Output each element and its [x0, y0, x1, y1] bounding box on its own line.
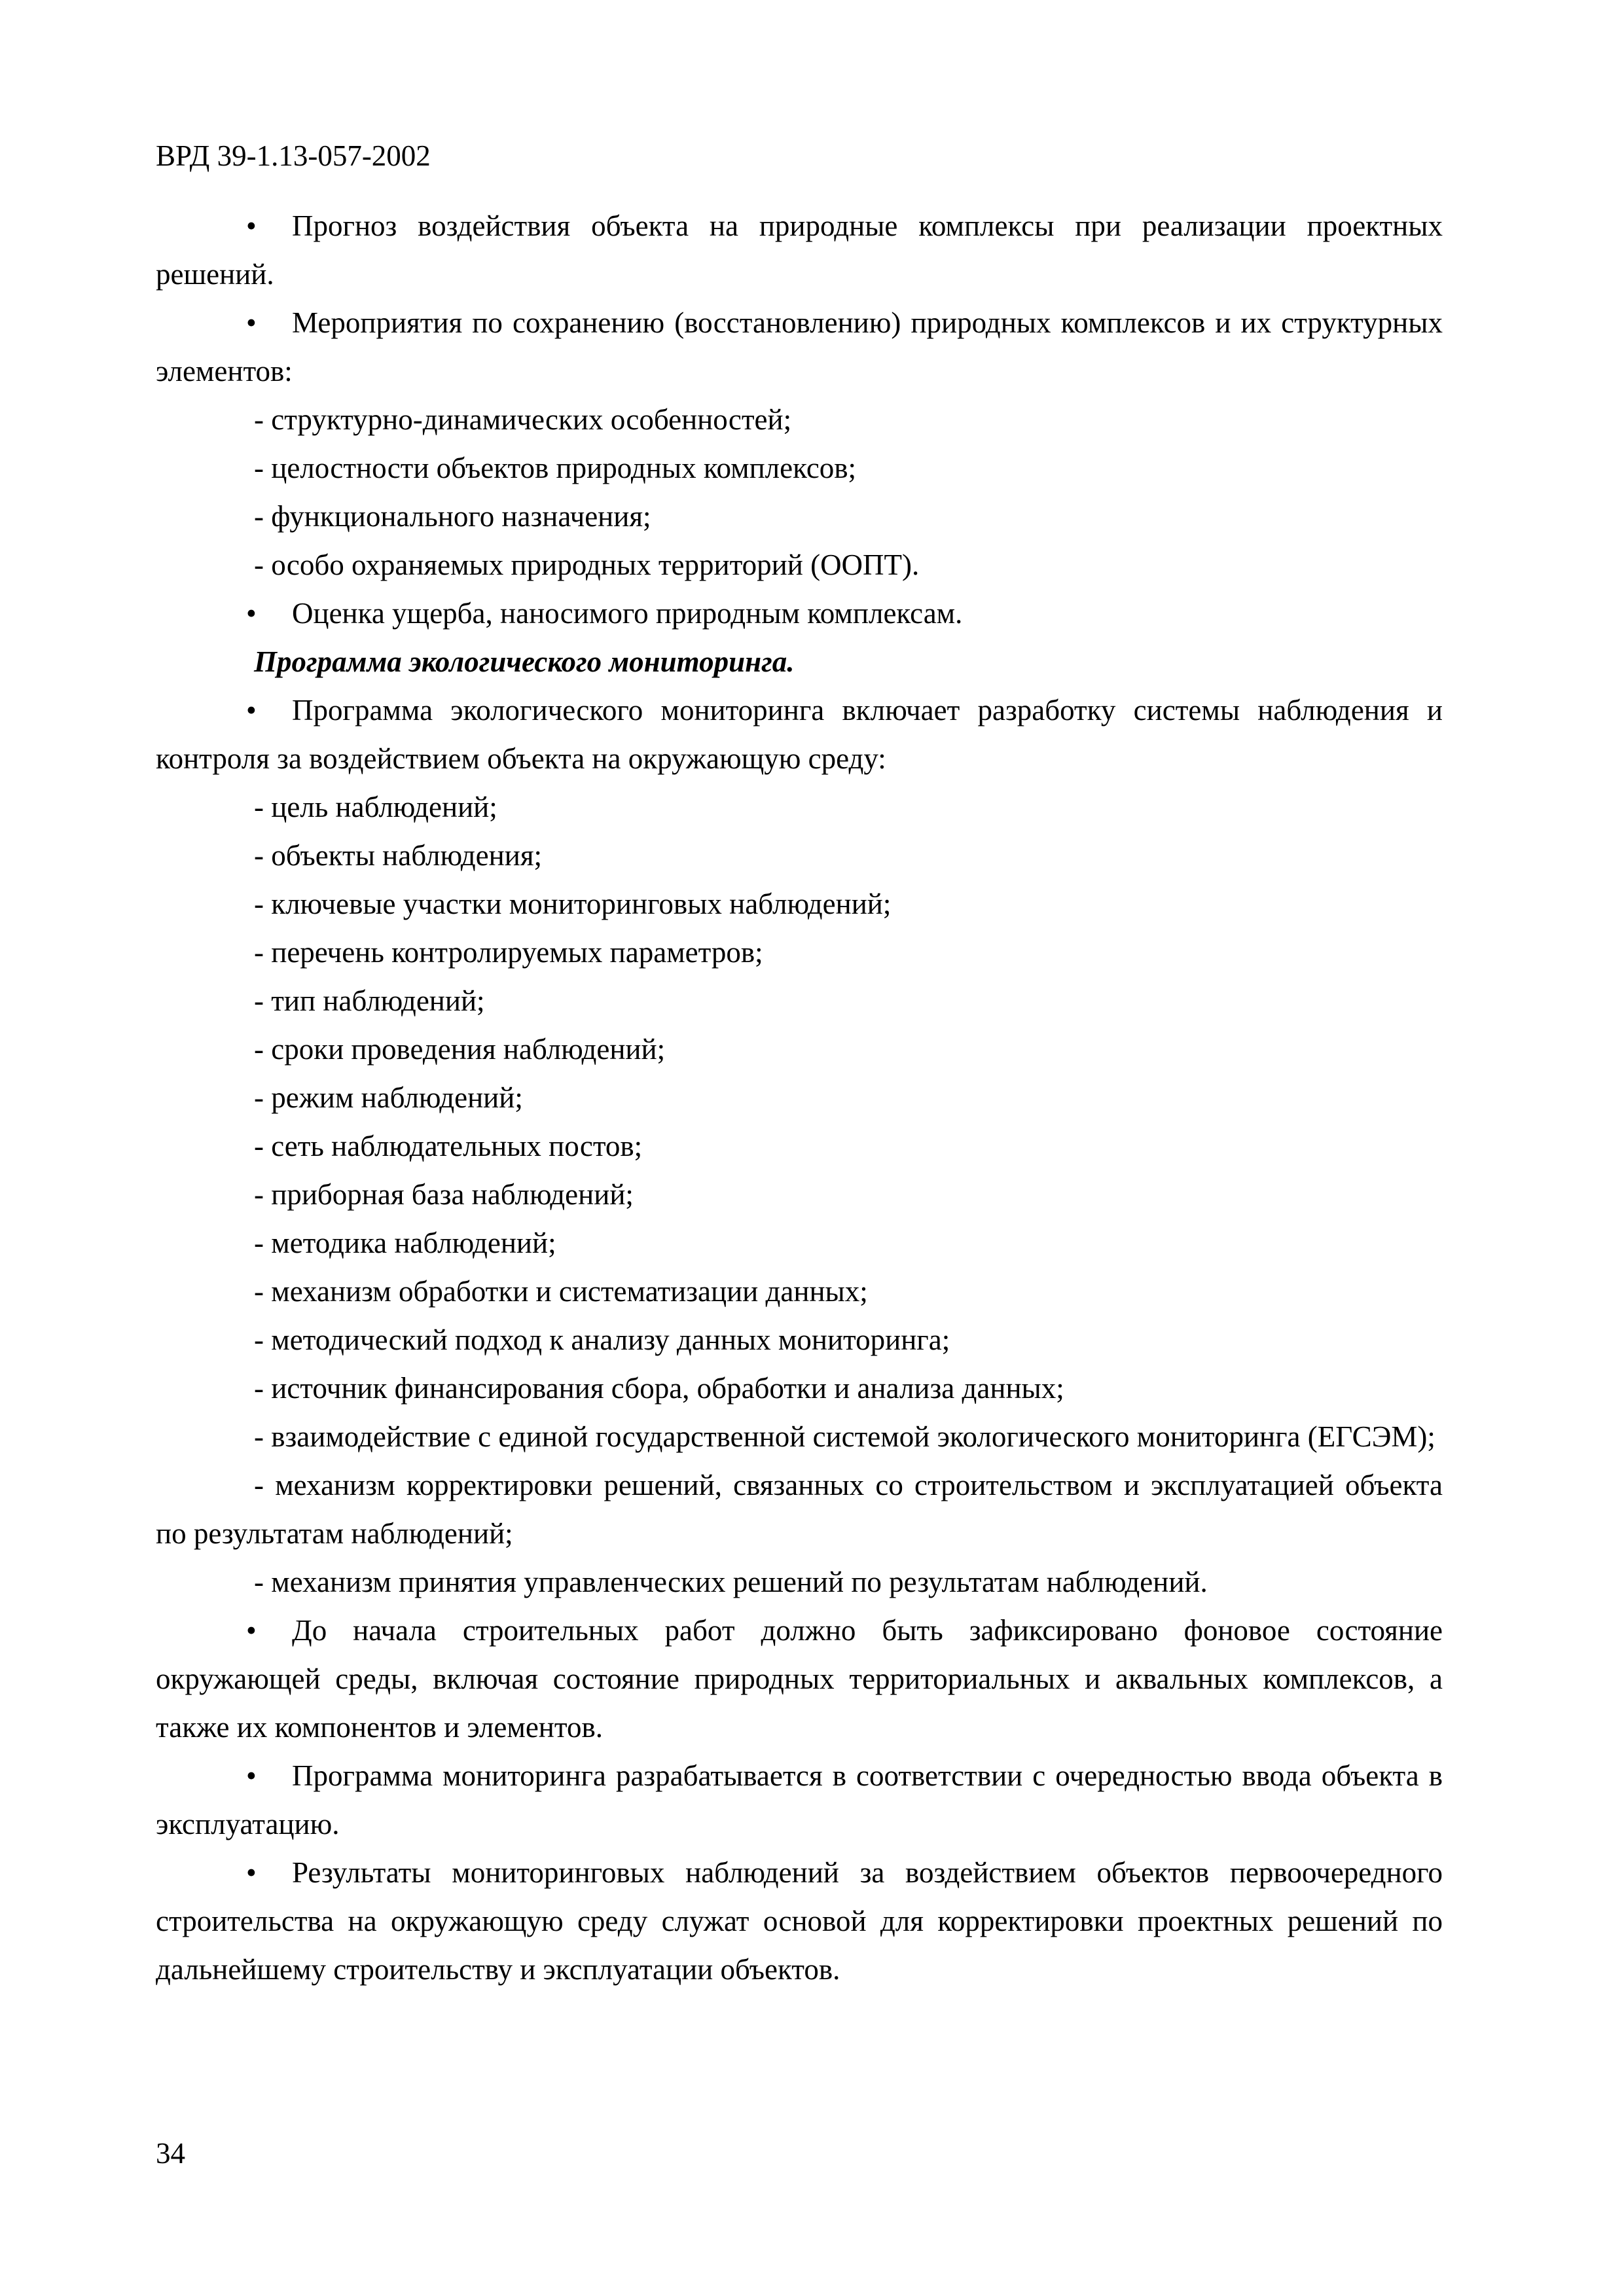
- list-item: - перечень контролируемых параметров;: [254, 936, 763, 969]
- document-code-header: ВРД 39-1.13-057-2002: [156, 139, 431, 172]
- list-item: - сроки проведения наблюдений;: [254, 1033, 666, 1066]
- list-item: - сеть наблюдательных постов;: [254, 1130, 643, 1162]
- list-item: - приборная база наблюдений;: [254, 1178, 634, 1211]
- bullet-paragraph-damage: [156, 589, 1443, 637]
- bullet-text: Прогноз воздействия объекта на природные комплексы при реализации проектных решений.: [156, 209, 1443, 291]
- bullet-text: Результаты мониторинговых наблюдений за воздействием объектов первоочередного строительства на окружающую среду служат основой для корректировки проектных решений по дальнейшему строительству и эксплуатации объектов.: [156, 1856, 1443, 1986]
- list-item: - механизм принятия управленческих решений по результатам наблюдений.: [254, 1566, 1208, 1598]
- bullet-icon: •: [246, 1614, 257, 1647]
- bullet-paragraph-sequence: [156, 1751, 1443, 1848]
- list-item: - структурно-динамических особенностей;: [254, 403, 792, 436]
- bullet-text: Программа мониторинга разрабатывается в соответствии с очередностью ввода объекта в эксплуатацию.: [156, 1759, 1443, 1840]
- list-item: - методика наблюдений;: [254, 1227, 556, 1259]
- bullet-paragraph-program: [156, 686, 1443, 783]
- list-item: - целостности объектов природных комплексов;: [254, 452, 857, 484]
- list-item: - особо охраняемых природных территорий (ООПТ).: [254, 548, 920, 581]
- bullet-paragraph-forecast: [156, 202, 1443, 298]
- bullet-paragraph-measures: [156, 298, 1443, 395]
- list-item-long: - механизм корректировки решений, связанных со строительством и эксплуатацией объекта по результатам наблюдений;: [156, 1469, 1443, 1550]
- bullet-text: До начала строительных работ должно быть зафиксировано фоновое состояние окружающей среды, включая состояние природных территориальных и аквальных комплексов, а также их компонентов и элементов.: [156, 1614, 1443, 1744]
- list-item: - механизм обработки и систематизации данных;: [254, 1275, 868, 1308]
- list-item: - режим наблюдений;: [254, 1081, 523, 1114]
- bullet-icon: •: [246, 597, 257, 630]
- bullet-paragraph-results: [156, 1848, 1443, 1994]
- list-item: - объекты наблюдения;: [254, 839, 543, 872]
- bullet-icon: •: [246, 306, 257, 339]
- list-item: - методический подход к анализу данных мониторинга;: [254, 1323, 950, 1356]
- list-item: - цель наблюдений;: [254, 791, 497, 823]
- page-number: 34: [156, 2137, 185, 2170]
- list-item: - ключевые участки мониторинговых наблюдений;: [254, 888, 892, 920]
- bullet-paragraph-background: [156, 1606, 1443, 1751]
- bullet-icon: •: [246, 1759, 257, 1792]
- list-item: - источник финансирования сбора, обработки и анализа данных;: [254, 1372, 1064, 1405]
- list-item-long: - взаимодействие с единой государственной системой экологического мониторинга (ЕГСЭМ);: [254, 1420, 1435, 1453]
- bullet-icon: •: [246, 694, 257, 726]
- bullet-text: Мероприятия по сохранению (восстановлению) природных комплексов и их структурных элементов:: [156, 306, 1443, 387]
- bullet-text: Программа экологического мониторинга включает разработку системы наблюдения и контроля за воздействием объекта на окружающую среду:: [156, 694, 1443, 775]
- bullet-icon: •: [246, 209, 257, 242]
- bullet-icon: •: [246, 1856, 257, 1889]
- bullet-text: Оценка ущерба, наносимого природным комплексам.: [292, 597, 963, 630]
- list-item: - функционального назначения;: [254, 500, 651, 533]
- page-body: [156, 202, 1443, 1994]
- list-item: - тип наблюдений;: [254, 984, 485, 1017]
- section-heading: Программа экологического мониторинга.: [254, 645, 795, 678]
